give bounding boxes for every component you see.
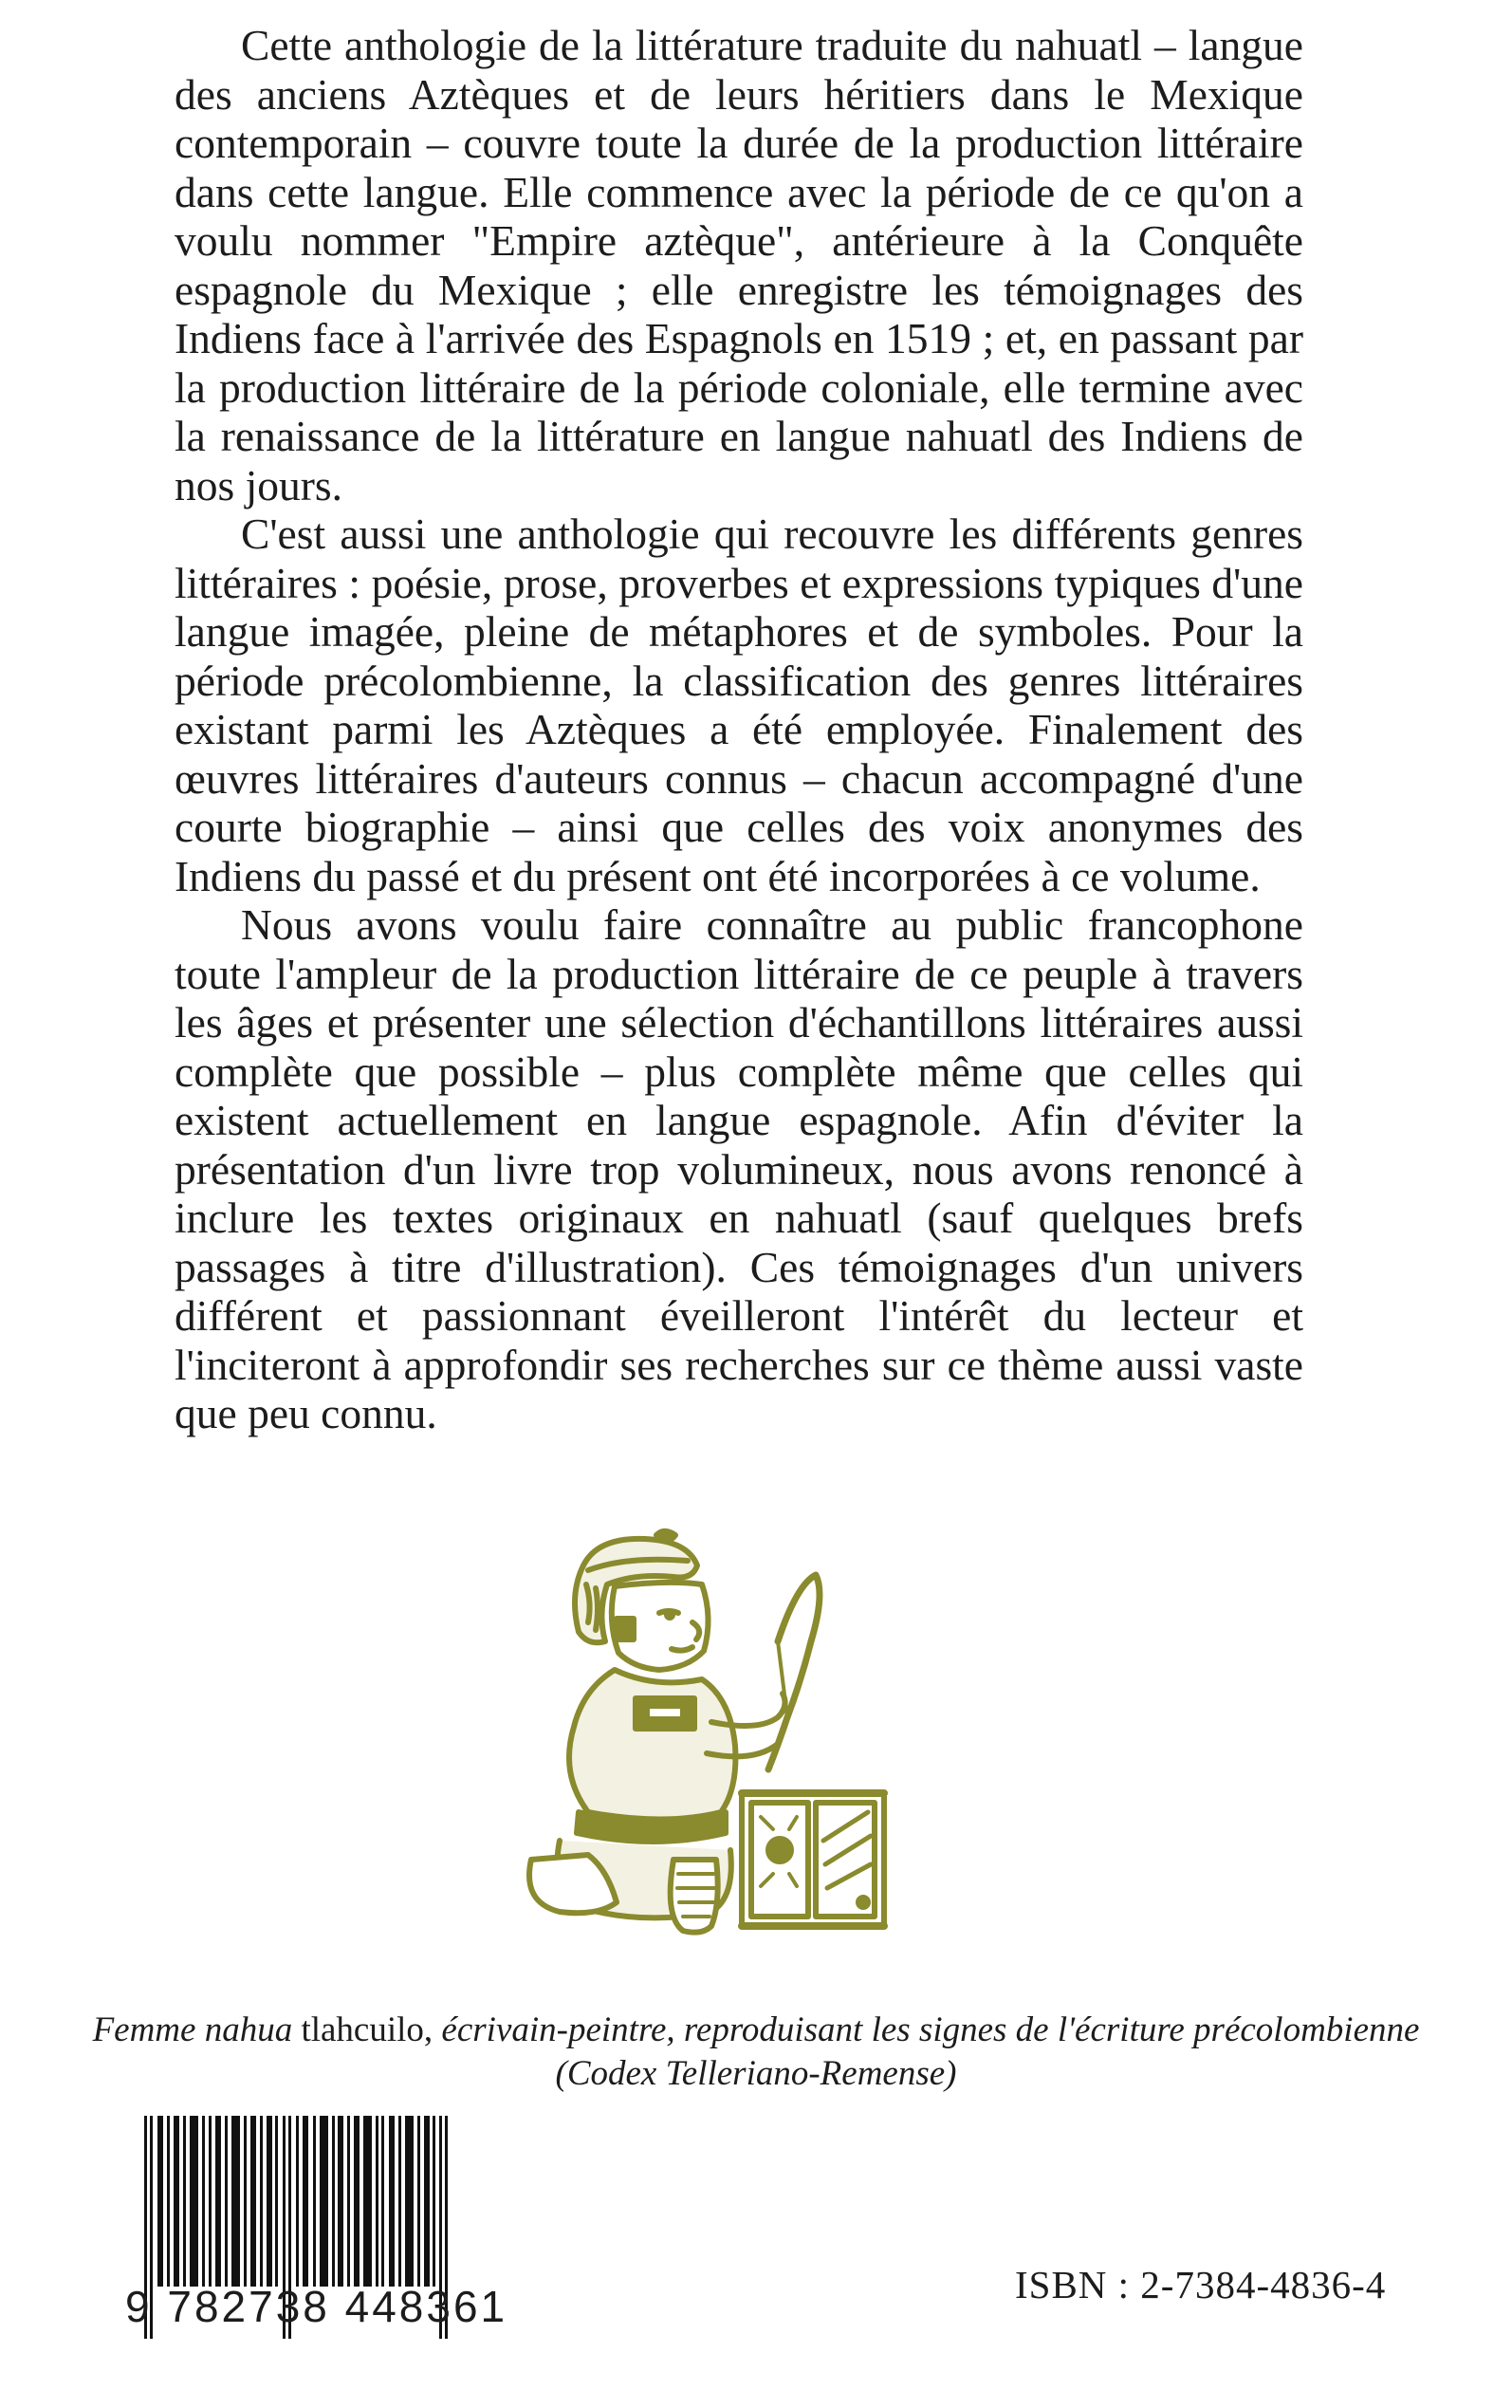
nahua-scribe-drawing-icon bbox=[493, 1528, 892, 1936]
caption-subject: Femme nahua bbox=[92, 2010, 293, 2049]
caption-description: écrivain-peintre, reproduisant les signes de l'écriture précolombienne bbox=[441, 2010, 1420, 2049]
paragraph-2: C'est aussi une anthologie qui recouvre les différents genres littéraires : poésie, prose, proverbes et expressions typiques d'une langue imagée, pleine de métaphores et de symboles. Pour la période précolombienne, la classification des genres littéraires existant parmi les Aztèques a été employée. Finalement des œuvres littéraires d'auteurs connus – chacun accompagné d'une courte biographie – ainsi que celles des voix anonymes des Indiens du passé et du présent ont été incorporées à ce volume. bbox=[175, 509, 1303, 900]
barcode-digits: 9 782738 448361 bbox=[125, 2282, 508, 2331]
paragraph-3: Nous avons voulu faire connaître au public francophone toute l'ampleur de la production littéraire de ce peuple à travers les âges et présenter une sélection d'échantillons littéraires aussi complète que possible – plus complète même que celles qui existent actuellement en langue espagnole. Afin d'éviter la présentation d'un livre trop volumineux, nous avons renoncé à inclure les textes originaux en nahuatl (sauf quelques brefs passages à titre d'illustration). Ces témoignages d'un univers différent et passionnant éveilleront l'intérêt du lecteur et l'inciteront à approfondir ses recherches sur ce thème aussi vaste que peu connu. bbox=[175, 900, 1303, 1437]
illustration-source: (Codex Telleriano-Remense) bbox=[555, 2054, 957, 2093]
back-cover-text bbox=[175, 21, 1303, 1438]
illustration-caption bbox=[76, 2010, 1436, 2051]
paragraph-1: Cette anthologie de la littérature traduite du nahuatl – langue des anciens Aztèques et de leurs héritiers dans le Mexique contemporain – couvre toute la durée de la production littéraire dans cette langue. Elle commence avec la période de ce qu'on a voulu nommer "Empire aztèque", antérieure à la Conquête espagnole du Mexique ; elle enregistre les témoignages des Indiens face à l'arrivée des Espagnols en 1519 ; et, en passant par la production littéraire de la période coloniale, elle termine avec la renaissance de la littérature en langue nahuatl des Indiens de nos jours. bbox=[175, 21, 1303, 509]
caption-term: tlahcuilo, bbox=[292, 2010, 442, 2049]
isbn-label: ISBN : 2-7384-4836-4 bbox=[1015, 2263, 1387, 2306]
